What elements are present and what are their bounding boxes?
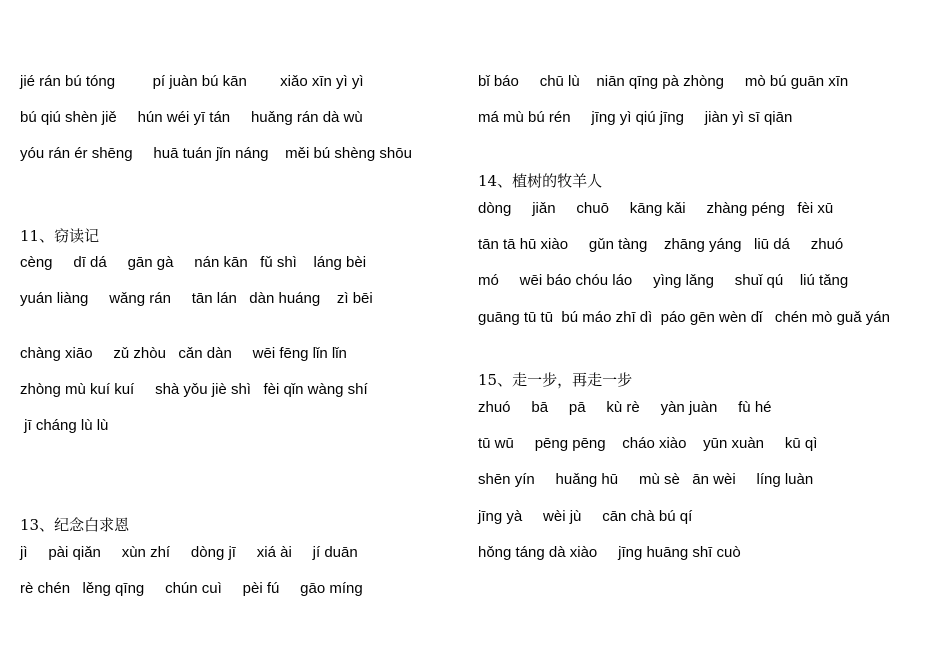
pinyin-line: jì pài qiǎn xùn zhí dòng jī xiá ài jí duān [20, 544, 358, 561]
pinyin-line: má mù bú rén jīng yì qiú jīng jiàn yì sī qiān [478, 109, 793, 126]
pinyin-line: jīng yà wèi jù cān chà bú qí [478, 508, 693, 525]
pinyin-line: mó wēi báo chóu láo yìng lǎng shuǐ qú liú tǎng [478, 272, 849, 289]
section-heading-13: 13、纪念白求恩 [20, 516, 130, 534]
section-heading-14: 14、植树的牧羊人 [478, 172, 603, 190]
pinyin-line: shēn yín huǎng hū mù sè ān wèi líng luàn [478, 471, 814, 488]
pinyin-line: yuán liàng wǎng rán tān lán dàn huáng zì bēi [20, 290, 373, 307]
pinyin-line: zhuó bā pā kù rè yàn juàn fù hé [478, 399, 772, 416]
section-heading-15: 15、走一步，再走一步 [478, 371, 633, 389]
pinyin-line: bú qiú shèn jiě hún wéi yī tán huǎng rán dà wù [20, 109, 363, 126]
pinyin-line: chàng xiāo zǔ zhòu cǎn dàn wēi fēng lǐn lǐn [20, 345, 347, 362]
pinyin-line: tū wū pēng pēng cháo xiào yūn xuàn kū qì [478, 435, 818, 452]
pinyin-line: dòng jiǎn chuō kāng kǎi zhàng péng fèi xū [478, 200, 834, 217]
pinyin-line: yóu rán ér shēng huā tuán jǐn náng měi bú shèng shōu [20, 145, 412, 162]
pinyin-line: cèng dī dá gān gà nán kān fǔ shì láng bèi [20, 254, 367, 271]
pinyin-line: hǒng táng dà xiào jīng huāng shī cuò [478, 544, 741, 561]
pinyin-line: rè chén lěng qīng chún cuì pèi fú gāo míng [20, 580, 363, 597]
section-heading-11: 11、窃读记 [20, 227, 100, 245]
pinyin-line: tān tā hū xiào gǔn tàng zhāng yáng liū dá zhuó [478, 236, 844, 253]
pinyin-line: zhòng mù kuí kuí shà yǒu jiè shì fèi qǐn wàng shí [20, 381, 368, 398]
pinyin-line: bǐ báo chū lù niān qīng pà zhòng mò bú guān xīn [478, 73, 849, 90]
pinyin-line: jié rán bú tóng pí juàn bú kān xiǎo xīn yì yì [20, 73, 364, 90]
pinyin-line: guāng tū tū bú máo zhī dì páo gēn wèn dǐ chén mò guǎ yán [478, 309, 890, 326]
pinyin-line: jī cháng lù lù [20, 417, 109, 434]
